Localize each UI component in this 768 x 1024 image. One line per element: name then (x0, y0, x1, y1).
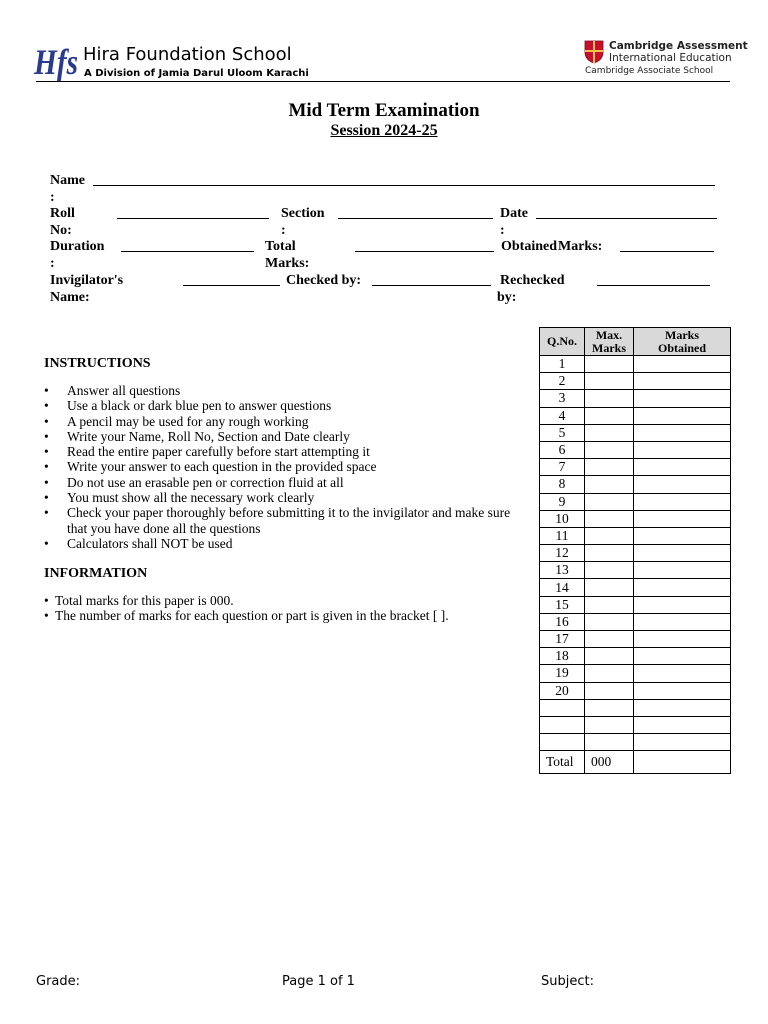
subject-label: Subject: (541, 974, 594, 989)
information-heading: INFORMATION (44, 566, 148, 581)
column-header-qno: Q.No. (540, 328, 585, 356)
question-number: 3 (540, 390, 585, 407)
marks-obtained-cell[interactable] (634, 476, 731, 493)
max-marks-cell[interactable] (585, 596, 634, 613)
instruction-item: • Do not use an erasable pen or correction fluid at all (44, 475, 514, 490)
question-number (540, 716, 585, 733)
instruction-item: • Answer all questions (44, 383, 514, 398)
total-obtained-cell[interactable] (634, 751, 731, 774)
max-marks-cell[interactable] (585, 356, 634, 373)
information-item: • The number of marks for each question or part is given in the bracket [ ]. (44, 608, 524, 623)
marks-obtained-cell[interactable] (634, 734, 731, 751)
marks-row (540, 373, 731, 390)
school-name: Hira Foundation School (83, 44, 292, 65)
total-marks-label: Total (265, 239, 296, 254)
instruction-item: • A pencil may be used for any rough working (44, 414, 514, 429)
marks-row (540, 682, 731, 699)
marks-obtained-cell[interactable] (634, 407, 731, 424)
question-number: 2 (540, 373, 585, 390)
instruction-item: • Write your answer to each question in the provided space (44, 459, 514, 474)
marks-obtained-cell[interactable] (634, 579, 731, 596)
marks-obtained-cell[interactable] (634, 613, 731, 630)
invigilator-name-field[interactable] (183, 285, 280, 286)
marks-obtained-cell[interactable] (634, 596, 731, 613)
marks-row (540, 613, 731, 630)
marks-row (540, 665, 731, 682)
checked-by-field[interactable] (372, 285, 491, 286)
question-number: 12 (540, 545, 585, 562)
question-number: 10 (540, 510, 585, 527)
section-label: Section (281, 206, 325, 221)
name-field[interactable] (93, 185, 715, 186)
marks-obtained-cell[interactable] (634, 493, 731, 510)
instruction-item: • Check your paper thoroughly before submitting it to the invigilator and make sure that you have done all the questions (44, 505, 514, 536)
marks-obtained-line1: Marks (665, 327, 699, 342)
max-marks-cell[interactable] (585, 527, 634, 544)
marks-obtained-cell[interactable] (634, 545, 731, 562)
marks-obtained-cell[interactable] (634, 459, 731, 476)
marks-obtained-cell[interactable] (634, 424, 731, 441)
instruction-item: • Write your Name, Roll No, Section and Date clearly (44, 429, 514, 444)
marks-obtained-cell[interactable] (634, 562, 731, 579)
marks-obtained-cell[interactable] (634, 699, 731, 716)
column-header-max-marks (585, 328, 634, 356)
cambridge-title: Cambridge Assessment (609, 40, 748, 52)
max-marks-cell[interactable] (585, 665, 634, 682)
marks-row (540, 562, 731, 579)
max-marks-cell[interactable] (585, 562, 634, 579)
obtained-marks-label: Marks: (558, 239, 603, 254)
max-marks-cell[interactable] (585, 631, 634, 648)
marks-row (540, 424, 731, 441)
instructions-list (44, 383, 514, 551)
marks-obtained-cell[interactable] (634, 648, 731, 665)
marks-obtained-cell[interactable] (634, 527, 731, 544)
marks-obtained-cell[interactable] (634, 682, 731, 699)
max-marks-cell[interactable] (585, 510, 634, 527)
max-marks-cell[interactable] (585, 648, 634, 665)
question-number: 11 (540, 527, 585, 544)
marks-row (540, 579, 731, 596)
marks-row (540, 476, 731, 493)
logo-text: Hfs (33, 42, 78, 82)
question-number: 5 (540, 424, 585, 441)
exam-title: Mid Term Examination (288, 100, 480, 121)
date-label: Date (500, 206, 528, 221)
question-number: 7 (540, 459, 585, 476)
cambridge-shield-icon (584, 40, 604, 64)
rechecked-by-field[interactable] (597, 285, 710, 286)
instruction-item: • You must show all the necessary work clearly (44, 490, 514, 505)
question-number: 1 (540, 356, 585, 373)
total-max-marks: 000 (585, 751, 634, 774)
question-number (540, 734, 585, 751)
marks-row (540, 596, 731, 613)
marks-row (540, 631, 731, 648)
section-field[interactable] (338, 218, 493, 219)
duration-field[interactable] (121, 251, 254, 252)
section-colon: : (281, 223, 286, 238)
question-number: 20 (540, 682, 585, 699)
max-marks-cell[interactable] (585, 493, 634, 510)
name-label: Name (50, 173, 85, 188)
max-marks-cell[interactable] (585, 424, 634, 441)
roll-label-no: No: (50, 223, 72, 238)
school-subtitle: A Division of Jamia Darul Uloom Karachi (84, 68, 309, 79)
marks-obtained-cell[interactable] (634, 716, 731, 733)
total-marks-label-2: Marks: (265, 256, 310, 271)
marks-obtained-cell[interactable] (634, 441, 731, 458)
max-marks-cell[interactable] (585, 699, 634, 716)
marks-obtained-cell[interactable] (634, 356, 731, 373)
marks-row (540, 459, 731, 476)
date-field[interactable] (536, 218, 717, 219)
question-number: 16 (540, 613, 585, 630)
question-number: 17 (540, 631, 585, 648)
exam-session: Session 2024-25 (330, 122, 438, 139)
duration-colon: : (50, 256, 55, 271)
school-logo (34, 42, 80, 80)
column-header-marks-obtained (634, 328, 731, 356)
marks-total-row (540, 751, 731, 774)
checked-by-label: Checked by: (286, 273, 362, 288)
instructions-heading: INSTRUCTIONS (44, 356, 151, 371)
marks-row (540, 356, 731, 373)
max-marks-cell[interactable] (585, 716, 634, 733)
max-marks-cell[interactable] (585, 682, 634, 699)
marks-row (540, 734, 731, 751)
marks-obtained-cell[interactable] (634, 631, 731, 648)
date-colon: : (500, 223, 505, 238)
obtained-marks-field[interactable] (620, 251, 714, 252)
max-marks-cell[interactable] (585, 459, 634, 476)
grade-label: Grade: (36, 974, 81, 989)
question-number: 9 (540, 493, 585, 510)
instruction-item: • Calculators shall NOT be used (44, 536, 514, 551)
max-marks-cell[interactable] (585, 441, 634, 458)
question-number: 4 (540, 407, 585, 424)
question-number: 15 (540, 596, 585, 613)
roll-label: Roll (50, 206, 75, 221)
invigilator-label-2: Name: (50, 290, 90, 305)
roll-no-field[interactable] (117, 218, 269, 219)
marks-row (540, 407, 731, 424)
max-marks-cell[interactable] (585, 476, 634, 493)
marks-row (540, 699, 731, 716)
max-marks-line1: Max. (595, 327, 623, 342)
cambridge-associate: Cambridge Associate School (585, 66, 714, 76)
question-number: 8 (540, 476, 585, 493)
total-marks-field[interactable] (355, 251, 494, 252)
question-number (540, 699, 585, 716)
max-marks-cell[interactable] (585, 545, 634, 562)
marks-row (540, 648, 731, 665)
marks-row (540, 716, 731, 733)
marks-obtained-line2: Obtained (657, 340, 706, 355)
question-number: 19 (540, 665, 585, 682)
name-colon: : (50, 190, 55, 205)
question-number: 6 (540, 441, 585, 458)
marks-obtained-cell[interactable] (634, 665, 731, 682)
max-marks-line2: Marks (592, 340, 626, 355)
marks-row (540, 441, 731, 458)
marks-table-header (540, 328, 731, 356)
question-number: 14 (540, 579, 585, 596)
page-number: Page 1 of 1 (282, 974, 355, 989)
instruction-item: • Use a black or dark blue pen to answer questions (44, 398, 514, 413)
rechecked-label-2: by: (497, 290, 517, 305)
marks-row (540, 545, 731, 562)
cambridge-subtitle: International Education (609, 52, 732, 64)
rechecked-label: Rechecked (500, 273, 565, 288)
marks-table (539, 327, 731, 774)
max-marks-cell[interactable] (585, 390, 634, 407)
obtained-label: Obtained (501, 239, 558, 254)
information-list (44, 593, 524, 624)
marks-table-body (540, 356, 731, 751)
max-marks-cell[interactable] (585, 579, 634, 596)
information-item: • Total marks for this paper is 000. (44, 593, 524, 608)
max-marks-cell[interactable] (585, 613, 634, 630)
marks-row (540, 390, 731, 407)
marks-obtained-cell[interactable] (634, 390, 731, 407)
header-divider (36, 81, 730, 82)
instruction-item: • Read the entire paper carefully before start attempting it (44, 444, 514, 459)
marks-obtained-cell[interactable] (634, 373, 731, 390)
question-number: 13 (540, 562, 585, 579)
total-label: Total (540, 751, 585, 774)
marks-row (540, 527, 731, 544)
marks-row (540, 510, 731, 527)
marks-row (540, 493, 731, 510)
question-number: 18 (540, 648, 585, 665)
max-marks-cell[interactable] (585, 373, 634, 390)
duration-label: Duration (50, 239, 105, 254)
marks-obtained-cell[interactable] (634, 510, 731, 527)
max-marks-cell[interactable] (585, 407, 634, 424)
invigilator-label: Invigilator's (50, 273, 124, 288)
max-marks-cell[interactable] (585, 734, 634, 751)
